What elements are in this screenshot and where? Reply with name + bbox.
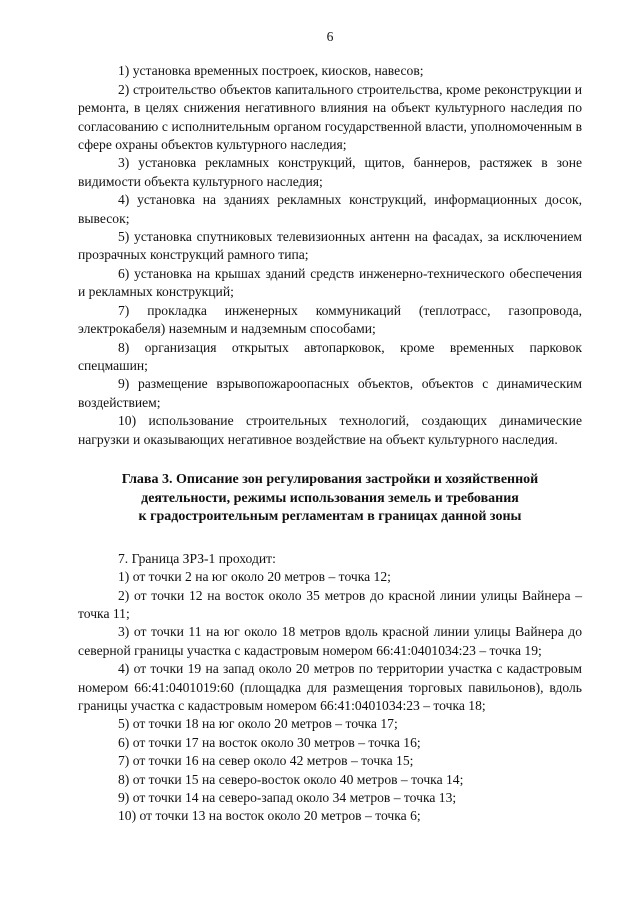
boundary-point: 10) от точки 13 на восток около 20 метров – точка 6; (118, 808, 421, 824)
boundary-point: 2) от точки 12 на восток около 35 метров до красной линии улицы Вайнера – точка 11; (78, 587, 582, 621)
boundary-point: 7) от точки 16 на север около 42 метров – точка 15; (118, 753, 414, 769)
list-item: 8) организация открытых автопарковок, кроме временных парковок спецмашин; (78, 339, 582, 373)
list-item: 9) размещение взрывопожароопасных объектов, объектов с динамическим воздействием; (78, 376, 582, 410)
list-item: 1) установка временных построек, киосков, навесов; (118, 63, 424, 79)
page-number: 6 (326, 29, 334, 44)
list-item: 5) установка спутниковых телевизионных антенн на фасадах, за исключением прозрачных конструкций рамного типа; (78, 229, 582, 263)
boundary-point: 4) от точки 19 на запад около 20 метров по территории участка с кадастровым номером 66:41:0401019:60 (площадка для размещения торговых павильонов), вдоль границы участка с кадастровым номером 66:41:0401034:23 – точка 18; (78, 661, 582, 713)
boundary-point: 5) от точки 18 на юг около 20 метров – точка 17; (118, 716, 398, 732)
list-item: 2) строительство объектов капитального строительства, кроме реконструкции и ремонта, в целях снижения негативного влияния на объект культурного наследия по согласованию с исполнительным органом государственной власти, уполномоченным в сфере охраны объектов культурного наследия; (78, 81, 582, 153)
list-item: 6) установка на крышах зданий средств инженерно-технического обеспечения и рекламных конструкций; (78, 265, 582, 300)
list-item: 3) установка рекламных конструкций, щитов, баннеров, растяжек в зоне видимости объекта культурного наследия; (78, 155, 582, 189)
chapter-heading (78, 471, 582, 527)
boundary-point: 1) от точки 2 на юг около 20 метров – точка 12; (118, 569, 391, 585)
boundary-point: 6) от точки 17 на восток около 30 метров – точка 16; (118, 734, 421, 750)
chapter-heading-line: к градостроительным регламентам в границах данной зоны (138, 509, 522, 525)
boundary-intro: 7. Граница ЗРЗ-1 проходит: (118, 550, 276, 566)
list-item: 7) прокладка инженерных коммуникаций (теплотрасс, газопровода, электрокабеля) наземным и надземным способами; (78, 302, 582, 337)
chapter-heading-line: деятельности, режимы использования земель и требования (141, 490, 519, 506)
boundary-point: 8) от точки 15 на северо-восток около 40 метров – точка 14; (118, 771, 464, 787)
list-item: 10) использование строительных технологий, создающих динамические нагрузки и оказывающих негативное воздействие на объект культурного наследия. (78, 413, 582, 447)
prohibitions-list (78, 62, 582, 449)
boundary-point: 3) от точки 11 на юг около 18 метров вдоль красной линии улицы Вайнера до северной границы участка с кадастровым номером 66:41:0401034:23 – точка 19; (78, 624, 582, 658)
chapter-heading-line: Глава 3. Описание зон регулирования застройки и хозяйственной (121, 471, 539, 487)
boundary-description (78, 550, 582, 826)
list-item: 4) установка на зданиях рекламных конструкций, информационных досок, вывесок; (78, 192, 582, 226)
boundary-point: 9) от точки 14 на северо-запад около 34 метров – точка 13; (118, 790, 457, 805)
